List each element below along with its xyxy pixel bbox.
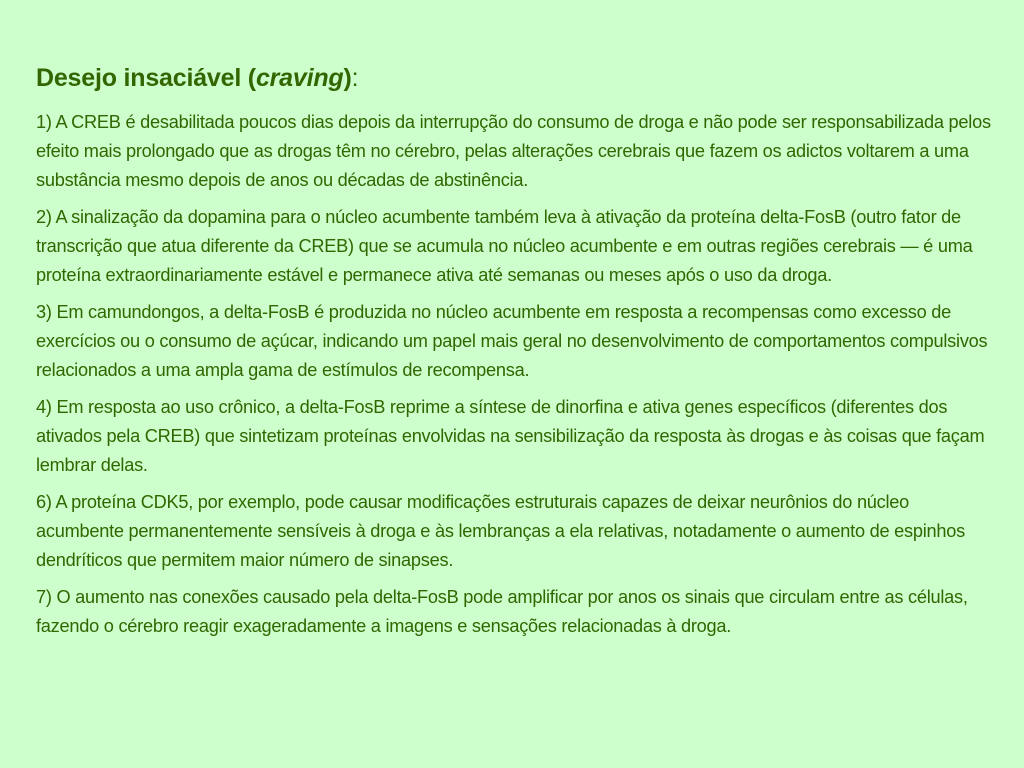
paragraph-3: 3) Em camundongos, a delta-FosB é produzida no núcleo acumbente em resposta a recompensas como excesso de exercícios ou o consumo de açúcar, indicando um papel mais geral no desenvolvimento de comportamentos compulsivos relacionados a uma ampla gama de estímulos de recompensa. (36, 302, 988, 380)
title-colon: : (351, 64, 359, 92)
paragraph-7: 7) O aumento nas conexões causado pela delta-FosB pode amplificar por anos os sinais que circulam entre as células, fazendo o cérebro reagir exageradamente a imagens e sensações relacionadas à droga. (36, 587, 968, 636)
title-emphasis: craving (255, 64, 344, 92)
paragraph-1: 1) A CREB é desabilitada poucos dias depois da interrupção do consumo de droga e não pode ser responsabilizada pelos efeito mais prolongado que as drogas têm no cérebro, pelas alterações cerebrais que fazem os adictos voltarem a uma substância mesmo depois de anos ou décadas de abstinência. (36, 112, 991, 190)
title-suffix: ) (343, 64, 352, 92)
paragraph-2: 2) A sinalização da dopamina para o núcleo acumbente também leva à ativação da proteína delta-FosB (outro fator de transcrição que atua diferente da CREB) que se acumula no núcleo acumbente e em outras regiões cerebrais — é uma proteína extraordinariamente estável e permanece ativa até semanas ou meses após o uso da droga. (36, 207, 973, 285)
slide-title (36, 60, 1000, 96)
paragraph-4: 4) Em resposta ao uso crônico, a delta-FosB reprime a síntese de dinorfina e ativa genes específicos (diferentes dos ativados pela CREB) que sintetizam proteínas envolvidas na sensibilização da resposta às drogas e às coisas que façam lembrar delas. (36, 397, 985, 475)
paragraph-6: 6) A proteína CDK5, por exemplo, pode causar modificações estruturais capazes de deixar neurônios do núcleo acumbente permanentemente sensíveis à droga e às lembranças a ela relativas, notadamente o aumento de espinhos dendríticos que permitem maior número de sinapses. (36, 492, 965, 570)
title-prefix: Desejo insaciável ( (36, 64, 256, 92)
